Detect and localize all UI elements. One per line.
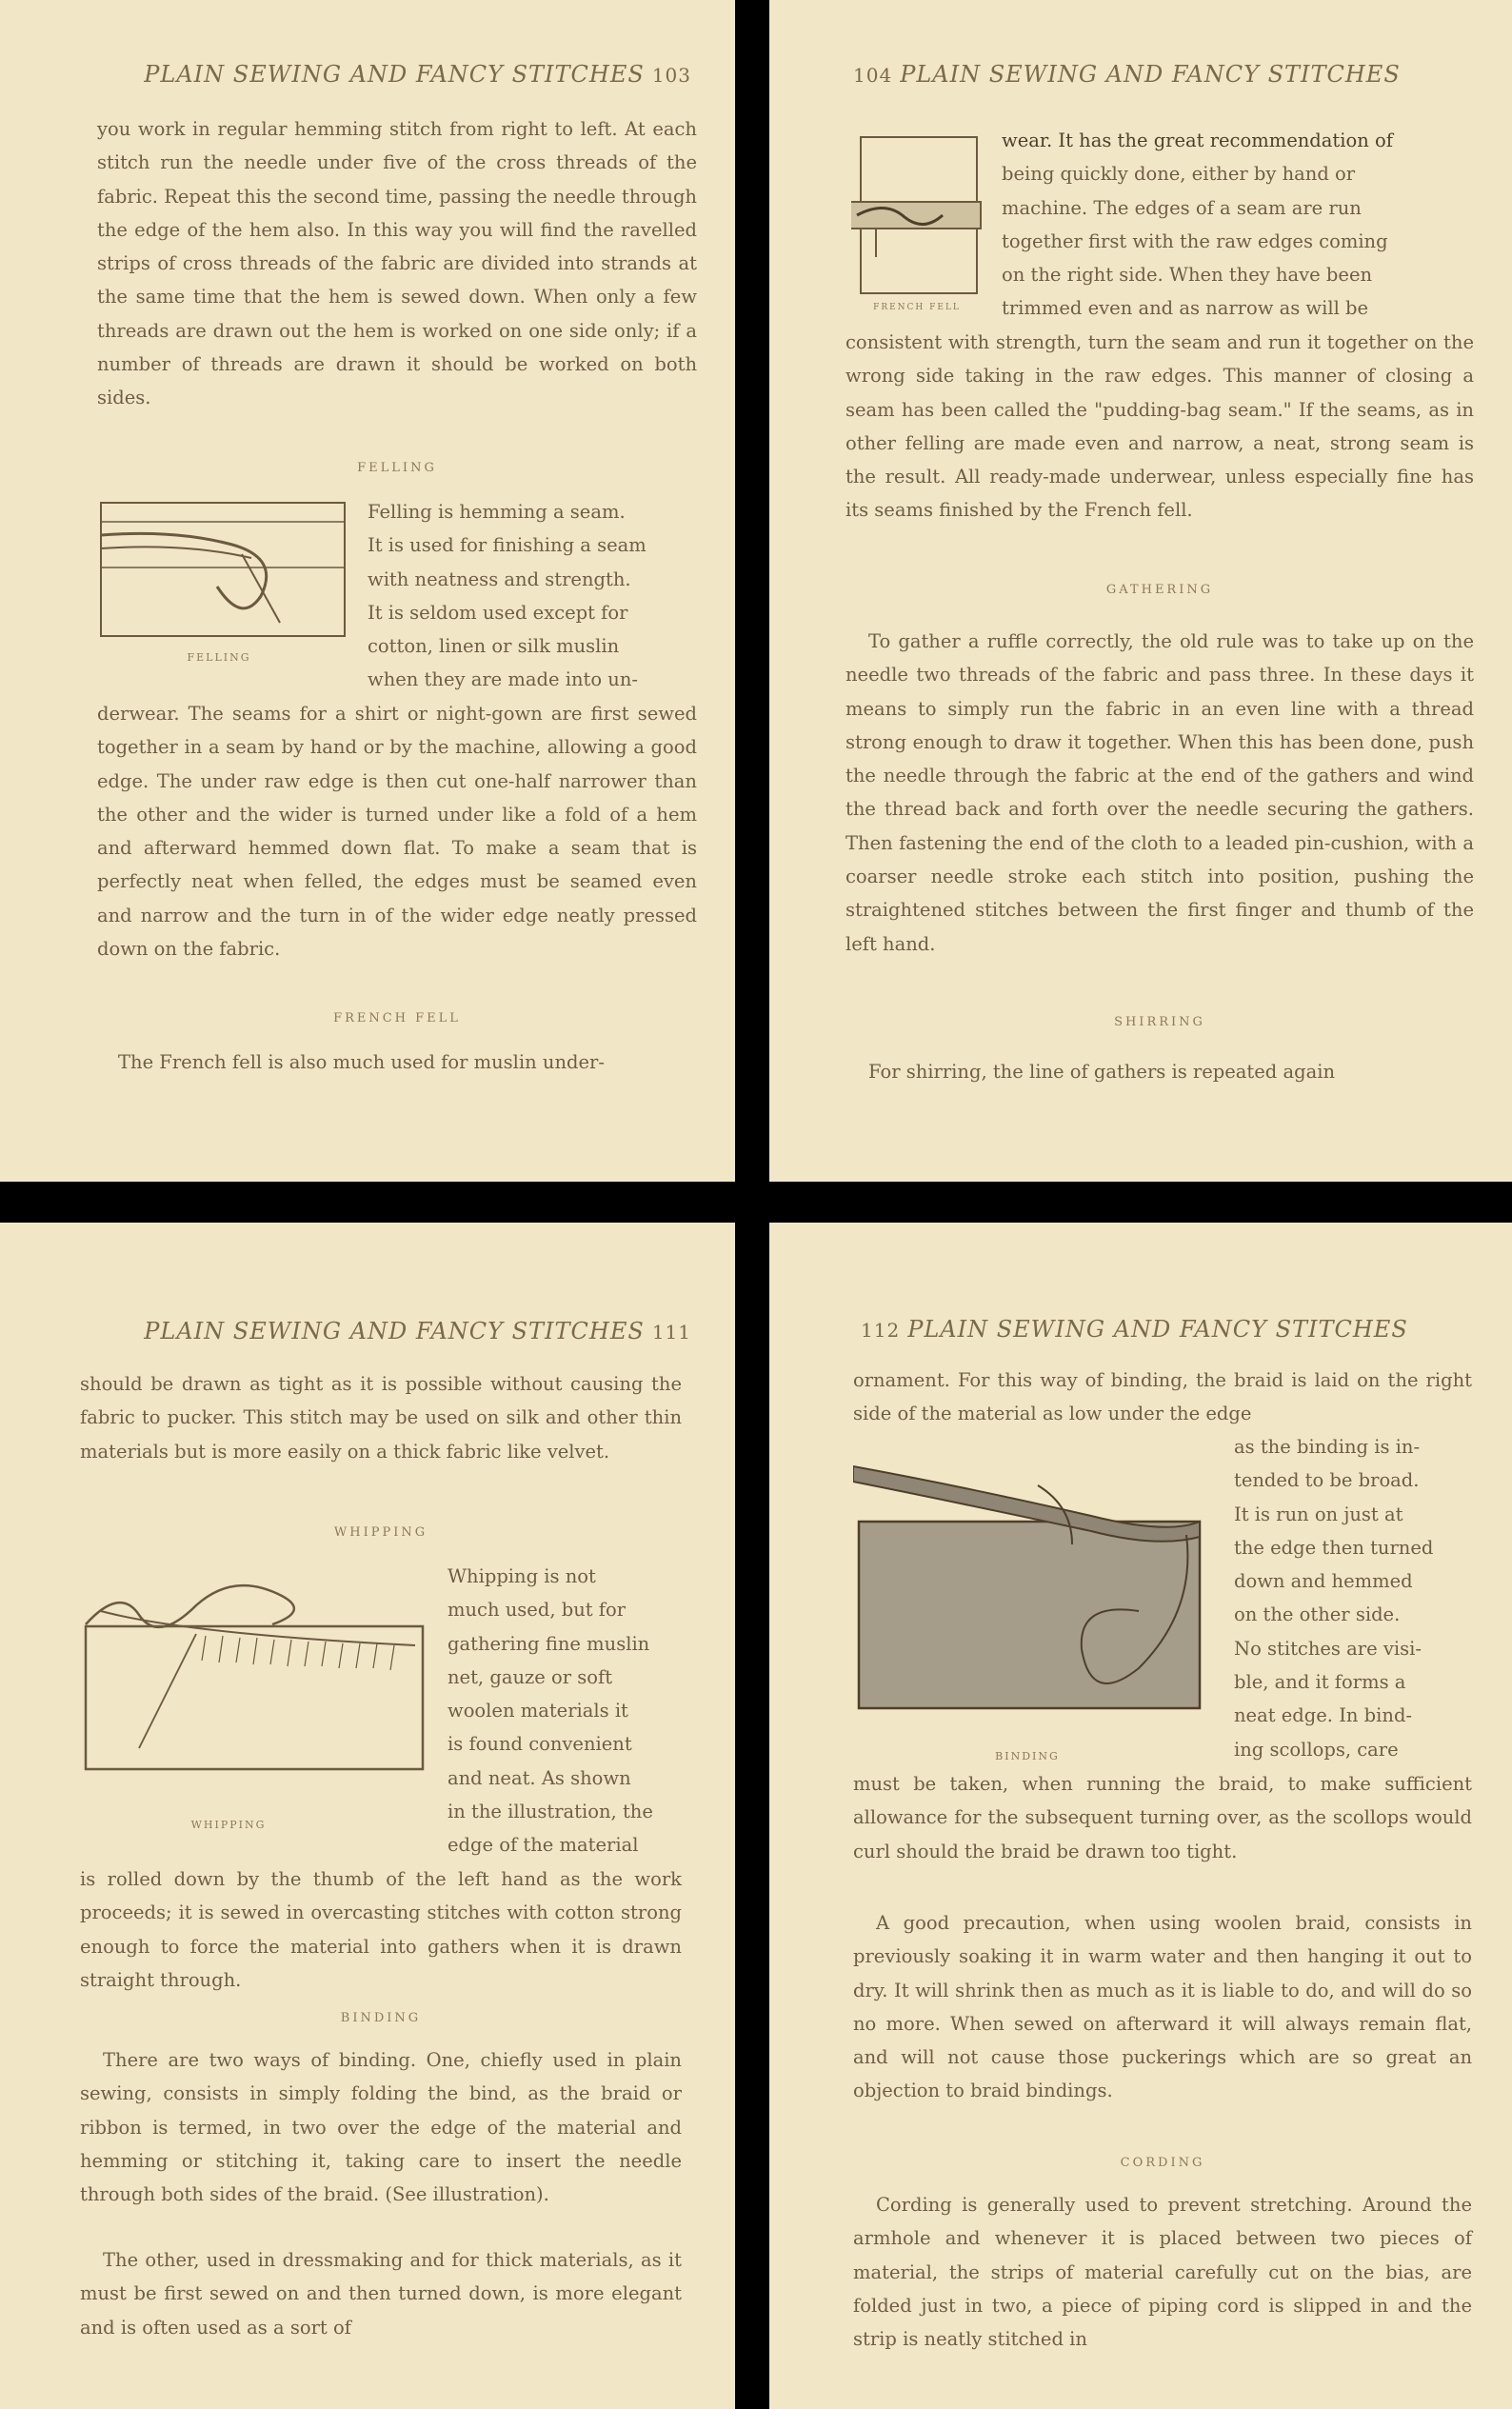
running-head-title: PLAIN SEWING AND FANCY STITCHES	[900, 61, 1401, 88]
line: wear. It has the great recommendation of	[1002, 129, 1393, 151]
line: It is seldom used except for	[368, 601, 628, 624]
paragraph: consistent with strength, turn the seam and run it together on the wrong side taking in the raw edges. This manner of closing a seam has been called the "pudding-bag seam." If the seams, as in other felling are made even and narrow, a neat, strong seam is the result. All ready-made underwear, unless especially fine has its seams finished by the French fell.	[846, 331, 1474, 522]
page-111	[0, 1223, 735, 2409]
line: down and hemmed	[1234, 1570, 1413, 1593]
running-head-title: PLAIN SEWING AND FANCY STITCHES	[907, 1316, 1408, 1343]
figure-caption: WHIPPING	[190, 1819, 267, 1831]
line: together first with the raw edges coming	[1002, 229, 1388, 252]
line: gathering fine muslin	[448, 1632, 650, 1655]
section-heading-felling: FELLING	[357, 461, 437, 475]
line: in the illustration, the	[448, 1801, 653, 1823]
page-104	[769, 0, 1512, 1182]
paragraph: A good precaution, when using woolen braid, consists in previously soaking it in warm water and then hanging it out to dry. It will shrink then as much as it is liable to do, and will do so no more. When sewed on afterward it will always remain flat, and will not cause those puckerings which are so great an objection to braid bindings.	[853, 1912, 1472, 2102]
running-head	[846, 61, 1476, 88]
paragraph-beside-figure	[448, 1560, 682, 1862]
whipping-illustration	[82, 1567, 427, 1777]
line: It is run on just at	[1234, 1503, 1403, 1525]
figure-caption: FELLING	[187, 651, 251, 664]
line: much used, but for	[448, 1599, 627, 1622]
paragraph: There are two ways of binding. One, chiefly used in plain sewing, consists in simply folding the bind, as the braid or ribbon is termed, in two over the edge of the material and hemming or stitching it, taking care to insert the needle through both sides of the braid. (See illustration).	[80, 2049, 682, 2206]
page-number: 111	[651, 1321, 691, 1344]
figure-caption: FRENCH FELL	[873, 303, 961, 312]
section-heading-binding: BINDING	[340, 2011, 422, 2025]
paragraph: For shirring, the line of gathers is repeated again	[868, 1061, 1336, 1083]
line: It is used for finishing a seam	[368, 534, 647, 557]
line: on the other side.	[1234, 1603, 1401, 1626]
page-number: 112	[861, 1319, 901, 1342]
line: on the right side. When they have been	[1002, 264, 1373, 287]
line: ble, and it forms a	[1234, 1671, 1406, 1694]
line: No stitches are visi-	[1234, 1637, 1422, 1660]
section-heading-cording: CORDING	[1120, 2156, 1205, 2170]
felling-illustration	[99, 501, 348, 640]
line: the edge then turned	[1234, 1536, 1434, 1559]
page-number: 104	[853, 64, 893, 87]
line: machine. The edges of a seam are run	[1002, 196, 1362, 219]
binding-illustration	[853, 1449, 1207, 1712]
line: neat edge. In bind-	[1234, 1704, 1413, 1727]
line: being quickly done, either by hand or	[1002, 163, 1356, 186]
running-head-title: PLAIN SEWING AND FANCY STITCHES	[144, 1318, 645, 1344]
section-heading-gathering: GATHERING	[1105, 583, 1214, 597]
section-heading-whipping: WHIPPING	[333, 1525, 428, 1540]
line: cotton, linen or silk muslin	[368, 635, 620, 658]
line: is found convenient	[448, 1733, 632, 1756]
page-112	[769, 1223, 1512, 2409]
line: as the binding is in-	[1234, 1436, 1421, 1458]
figure-caption: BINDING	[995, 1750, 1060, 1762]
line: edge of the material	[448, 1834, 639, 1857]
line: Felling is hemming a seam.	[368, 501, 626, 523]
paragraph: should be drawn as tight as it is possible without causing the fabric to pucker. This stitch may be used on silk and other thin materials but is more easily on a thick fabric like velvet.	[80, 1373, 682, 1463]
paragraph: To gather a ruffle correctly, the old rule was to take up on the needle two threads of the fabric and pass three. In these days it means to simply run the fabric in an even line with a thread strong enough to draw it together. When this has been done, push the needle through the fabric at the end of the gathers and wind the thread back and forth over the needle securing the gathers. Then fastening the end of the cloth to a leaded pin-cushion, with a coarser needle stroke each stitch into position, pushing the straightened stitches between the first finger and thumb of the left hand.	[846, 630, 1474, 955]
paragraph: you work in regular hemming stitch from right to left. At each stitch run the needle under five of the cross threads of the fabric. Repeat this the second time, passing the needle through the edge of the hem also. In this way you will find the ravelled strips of cross threads of the fabric are divided into strands at the same time that the hem is sewed down. When only a few threads are drawn out the hem is worked on one side only; if a number of threads are drawn it should be worked on both sides.	[97, 118, 697, 409]
page-103	[0, 0, 735, 1182]
line: woolen materials it	[448, 1700, 628, 1722]
paragraph: derwear. The seams for a shirt or night-gown are first sewed together in a seam by hand or by the machine, allowing a good edge. The under raw edge is then cut one-half narrower than the other and the wider is turned under like a fold of a hem and afterward hemmed down flat. To make a seam that is perfectly neat when felled, the edges must be seamed even and narrow and the turn in of the wider edge neatly pressed down on the fabric.	[97, 703, 697, 961]
paragraph-beside-figure	[1234, 1430, 1472, 1766]
line: and neat. As shown	[448, 1766, 631, 1789]
section-heading-shirring: SHIRRING	[1114, 1015, 1205, 1029]
page-number: 103	[651, 64, 691, 87]
french-fell-illustration	[847, 133, 986, 297]
paragraph: The other, used in dressmaking and for thick materials, as it must be first sewed on and then turned down, is more elegant and is often used as a sort of	[80, 2249, 682, 2339]
paragraph: The French fell is also much used for muslin under-	[118, 1051, 605, 1073]
line: with neatness and strength.	[368, 567, 631, 590]
line: when they are made into un-	[368, 668, 638, 691]
line: ing scollops, care	[1234, 1738, 1399, 1761]
line: trimmed even and as narrow as will be	[1002, 297, 1369, 320]
paragraph: Cording is generally used to prevent stretching. Around the armhole and whenever it is placed between two pieces of material, the strips of material carefully cut on the bias, are folded just in two, a piece of piping cord is slipped in and the strip is neatly stitched in	[853, 2194, 1472, 2351]
line: Whipping is not	[448, 1565, 596, 1587]
paragraph: ornament. For this way of binding, the braid is laid on the right side of the material as low under the edge	[853, 1369, 1472, 1425]
running-head-title: PLAIN SEWING AND FANCY STITCHES	[144, 61, 645, 88]
running-head	[853, 1316, 1476, 1343]
running-head	[80, 1318, 699, 1344]
paragraph: must be taken, when running the braid, to make sufficient allowance for the subsequent turning over, as the scollops would curl should the braid be drawn too tight.	[853, 1773, 1472, 1862]
paragraph-beside-figure	[368, 495, 697, 697]
running-head	[80, 61, 699, 88]
paragraph-beside-figure	[1002, 124, 1474, 326]
paragraph: is rolled down by the thumb of the left hand as the work proceeds; it is sewed in overcasting stitches with cotton strong enough to force the material into gathers when it is drawn straight through.	[80, 1868, 682, 1991]
line: tended to be broad.	[1234, 1469, 1420, 1492]
section-heading-french-fell: FRENCH FELL	[333, 1011, 461, 1025]
line: net, gauze or soft	[448, 1665, 613, 1688]
